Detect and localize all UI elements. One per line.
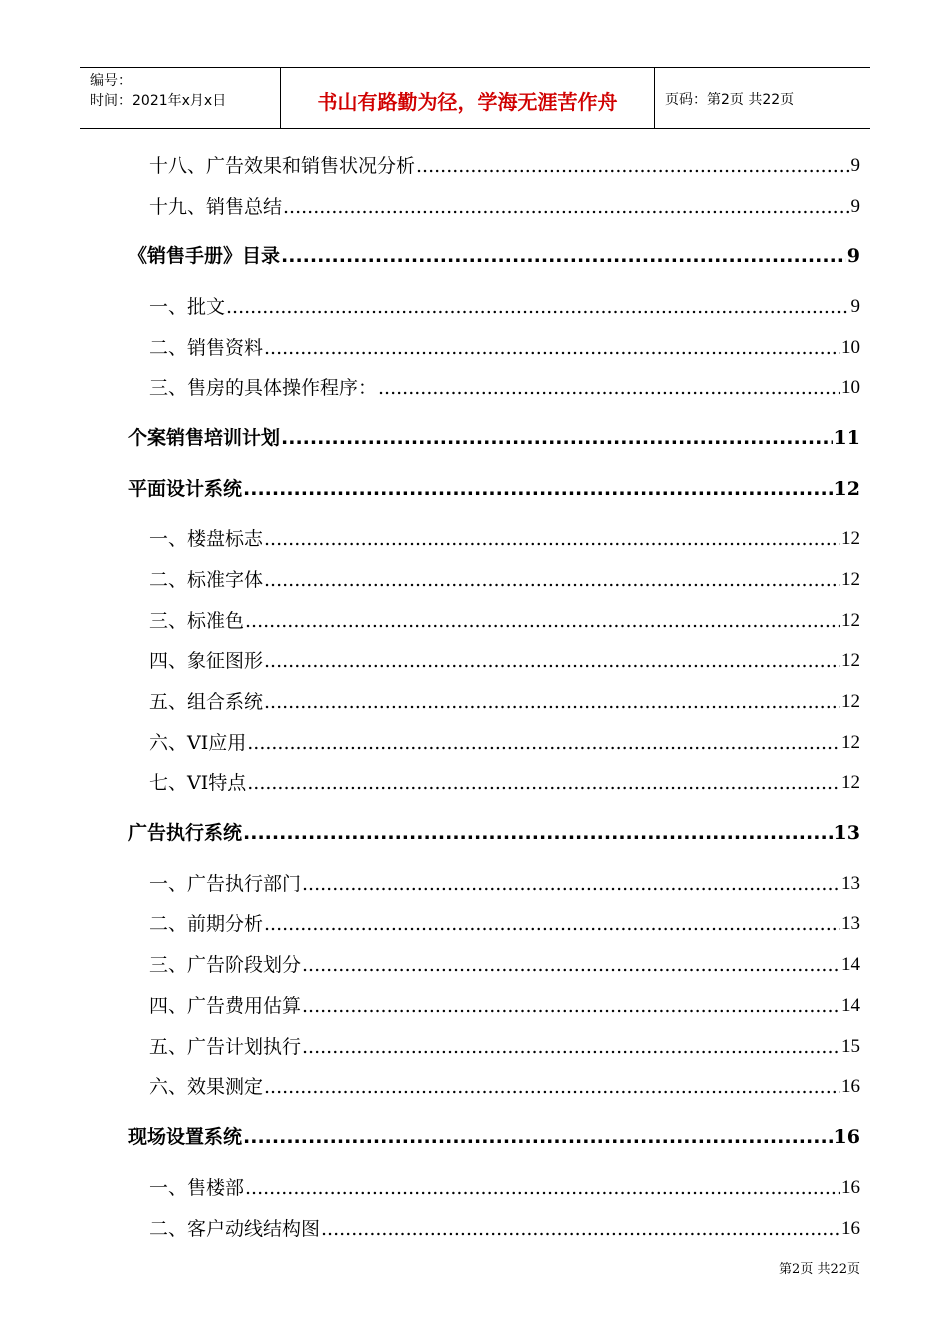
toc-leader-dots xyxy=(243,821,833,845)
toc-entry-label: 三、广告阶段划分 xyxy=(149,954,302,976)
toc-entry-label: 二、销售资料 xyxy=(149,337,264,359)
toc-entry-label: 一、楼盘标志 xyxy=(149,528,264,550)
toc-page-number: 12 xyxy=(833,478,860,500)
toc-entry[interactable] xyxy=(149,1213,860,1241)
toc-leader-dots xyxy=(264,649,840,673)
toc-page-number: 12 xyxy=(841,732,860,753)
toc-entry-label: 个案销售培训计划 xyxy=(128,427,281,449)
toc-leader-dots xyxy=(281,426,833,450)
toc-entry[interactable] xyxy=(149,727,860,755)
toc-entry-label: 一、批文 xyxy=(149,296,226,318)
toc-section-entry[interactable] xyxy=(128,422,860,450)
toc-entry[interactable] xyxy=(149,523,860,551)
toc-page-number: 16 xyxy=(841,1076,860,1097)
toc-entry[interactable] xyxy=(149,1172,860,1200)
toc-entry-label: 二、客户动线结构图 xyxy=(149,1218,321,1240)
toc-entry-label: 三、售房的具体操作程序： xyxy=(149,377,378,399)
toc-entry-label: 一、广告执行部门 xyxy=(149,873,302,895)
toc-section-entry[interactable] xyxy=(128,473,860,501)
toc-page-number: 12 xyxy=(841,691,860,712)
toc-leader-dots xyxy=(416,154,849,178)
toc-leader-dots xyxy=(245,609,840,633)
toc-leader-dots xyxy=(264,912,840,936)
toc-entry-label: 现场设置系统 xyxy=(128,1126,243,1148)
toc-section-entry[interactable] xyxy=(128,1121,860,1149)
toc-page-number: 14 xyxy=(841,995,860,1016)
toc-page-number: 16 xyxy=(841,1177,860,1198)
toc-page-number: 12 xyxy=(841,650,860,671)
toc-page-number: 12 xyxy=(841,610,860,631)
toc-page-number: 16 xyxy=(833,1126,860,1148)
toc-page-number: 16 xyxy=(841,1218,860,1239)
toc-entry-label: 四、象征图形 xyxy=(149,650,264,672)
toc-entry-label: 五、组合系统 xyxy=(149,691,264,713)
toc-entry[interactable] xyxy=(149,990,860,1018)
toc-leader-dots xyxy=(302,953,840,977)
toc-leader-dots xyxy=(302,872,840,896)
toc-entry-label: 三、标准色 xyxy=(149,610,245,632)
toc-leader-dots xyxy=(283,195,849,219)
toc-leader-dots xyxy=(264,690,840,714)
toc-leader-dots xyxy=(281,244,846,268)
toc-page-number: 9 xyxy=(850,196,860,217)
toc-leader-dots xyxy=(243,477,833,501)
toc-entry[interactable] xyxy=(149,1071,860,1099)
toc-leader-dots xyxy=(378,376,840,400)
number-label: 编号： xyxy=(90,73,132,89)
toc-entry-label: 平面设计系统 xyxy=(128,478,243,500)
toc-entry-label: 十九、销售总结 xyxy=(149,196,283,218)
toc-page-number: 12 xyxy=(841,772,860,793)
toc-leader-dots xyxy=(264,568,840,592)
toc-entry-label: 五、广告计划执行 xyxy=(149,1036,302,1058)
toc-page-number: 10 xyxy=(841,377,860,398)
toc-leader-dots xyxy=(247,771,840,795)
time-label: 时间：2021年x月x日 xyxy=(90,93,227,109)
toc-entry-label: 十八、广告效果和销售状况分析 xyxy=(149,155,416,177)
toc-leader-dots xyxy=(247,731,840,755)
toc-page-number: 12 xyxy=(841,528,860,549)
toc-page-number: 11 xyxy=(833,427,860,449)
toc-entry-label: 四、广告费用估算 xyxy=(149,995,302,1017)
toc-section-entry[interactable] xyxy=(128,240,860,268)
toc-entry-label: 广告执行系统 xyxy=(128,822,243,844)
toc-leader-dots xyxy=(264,336,840,360)
toc-entry-label: 二、前期分析 xyxy=(149,913,264,935)
toc-page-number: 15 xyxy=(841,1036,860,1057)
toc-entry[interactable] xyxy=(149,372,860,400)
header-page-label: 页码：第2页 共22页 xyxy=(665,92,795,108)
toc-entry[interactable] xyxy=(149,564,860,592)
toc-leader-dots xyxy=(302,1035,840,1059)
toc-leader-dots xyxy=(245,1176,840,1200)
toc-entry-label: 二、标准字体 xyxy=(149,569,264,591)
toc-page-number: 13 xyxy=(833,822,860,844)
toc-leader-dots xyxy=(243,1125,833,1149)
toc-entry-label: 一、售楼部 xyxy=(149,1177,245,1199)
toc-entry-label: 《销售手册》目录 xyxy=(128,245,281,267)
toc-section-entry[interactable] xyxy=(128,817,860,845)
toc-page-number: 9 xyxy=(846,245,860,267)
toc-entry-label: 六、VI应用 xyxy=(149,732,247,754)
toc-entry[interactable] xyxy=(149,291,860,319)
toc-entry[interactable] xyxy=(149,605,860,633)
toc-entry[interactable] xyxy=(149,1031,860,1059)
toc-entry-label: 六、效果测定 xyxy=(149,1076,264,1098)
toc-page-number: 12 xyxy=(841,569,860,590)
toc-page-number: 13 xyxy=(841,873,860,894)
toc-entry[interactable] xyxy=(149,645,860,673)
toc-entry[interactable] xyxy=(149,150,860,178)
toc-page-number: 10 xyxy=(841,337,860,358)
toc-entry[interactable] xyxy=(149,191,860,219)
toc-leader-dots xyxy=(226,295,849,319)
toc-page-number: 13 xyxy=(841,913,860,934)
toc-entry[interactable] xyxy=(149,686,860,714)
toc-entry-label: 七、VI特点 xyxy=(149,772,247,794)
toc-entry[interactable] xyxy=(149,332,860,360)
toc-entry[interactable] xyxy=(149,767,860,795)
toc-entry[interactable] xyxy=(149,949,860,977)
toc-leader-dots xyxy=(264,527,840,551)
toc-page-number: 14 xyxy=(841,954,860,975)
toc-leader-dots xyxy=(321,1217,840,1241)
toc-entry[interactable] xyxy=(149,908,860,936)
toc-page-number: 9 xyxy=(850,155,860,176)
toc-page-number: 9 xyxy=(850,296,860,317)
toc-leader-dots xyxy=(264,1075,840,1099)
header-motto: 书山有路勤为径，学海无涯苦作舟 xyxy=(281,68,655,128)
toc-leader-dots xyxy=(302,994,840,1018)
page-footer: 第2页 共22页 xyxy=(779,1262,860,1277)
toc-entry[interactable] xyxy=(149,868,860,896)
